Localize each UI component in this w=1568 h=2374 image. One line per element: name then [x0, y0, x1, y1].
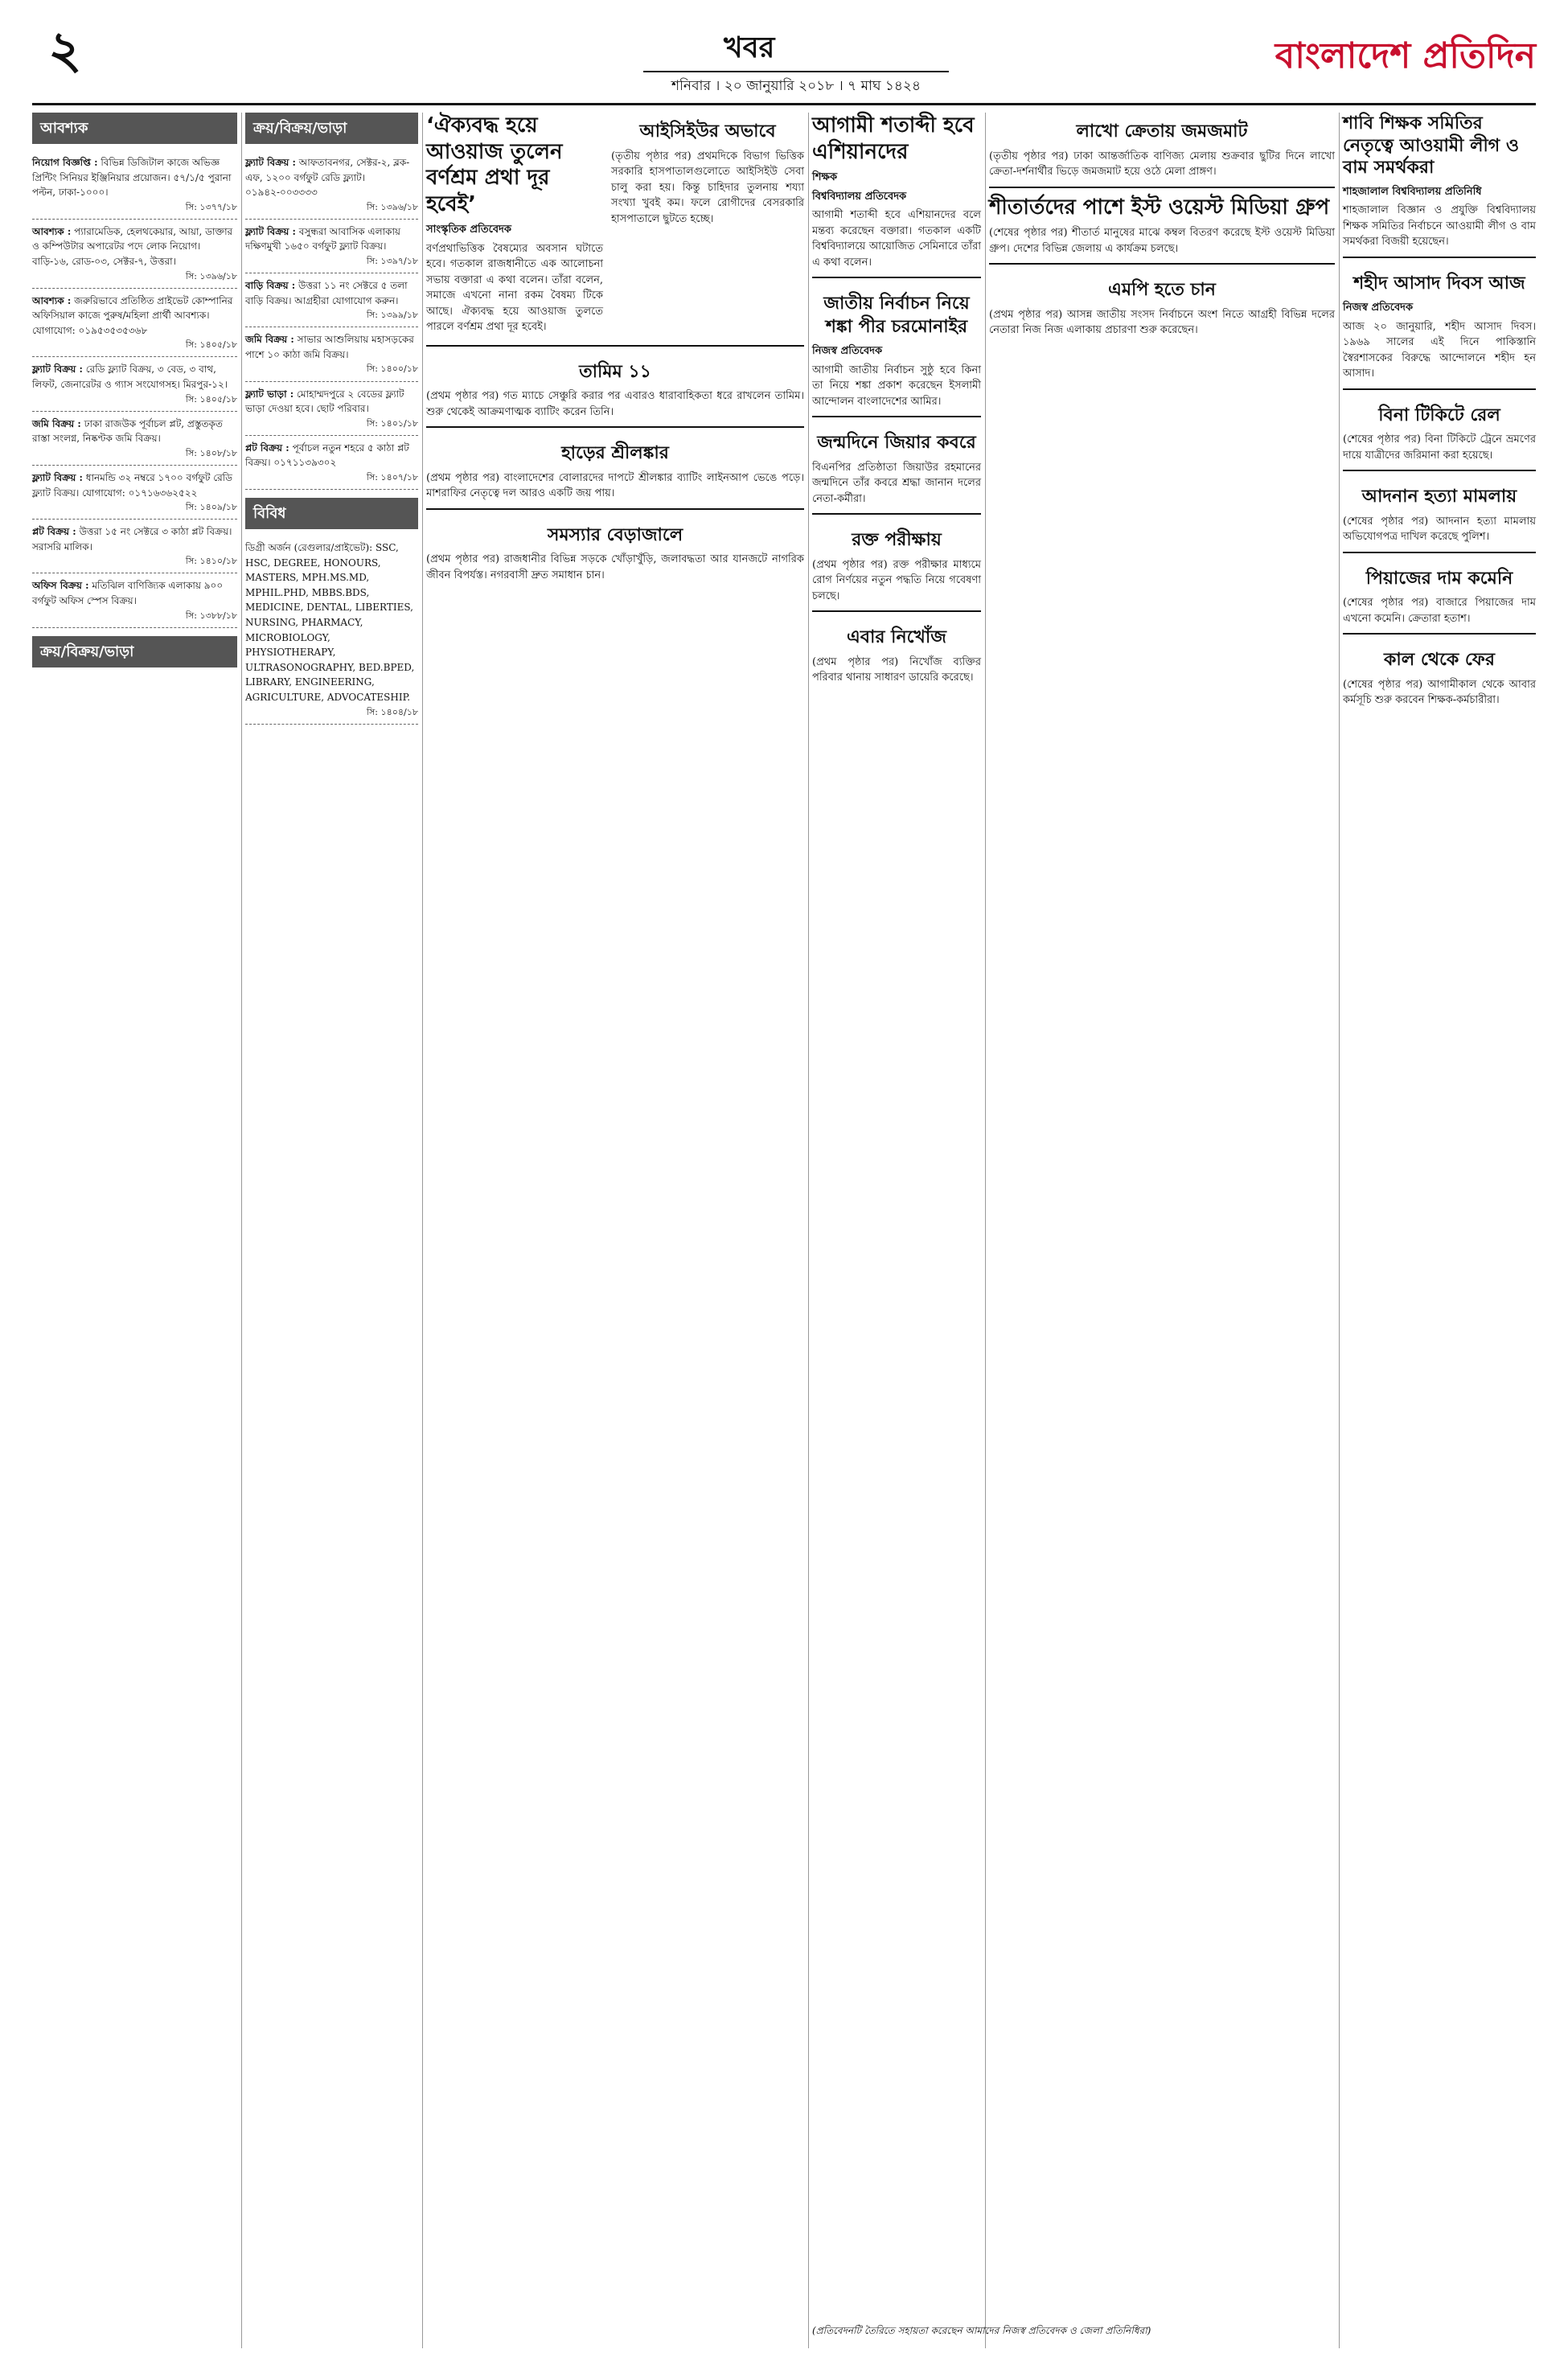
story-body: আগামী শতাব্দী হবে এশিয়ানদের বলে মন্তব্য করেছেন বক্তারা। গতকাল একটি বিশ্ববিদ্যালয়ে আয়োজিত সেমিনারে তাঁরা এ কথা বলেন। — [812, 209, 981, 269]
story-byline: নিজস্ব প্রতিবেদক — [812, 345, 883, 358]
classified-ad — [245, 327, 418, 381]
ad-code: সি: ১৪০৫/১৮ — [185, 339, 237, 351]
classified-ad — [32, 150, 237, 220]
story-headline: আইসিইউর অভাবে — [639, 121, 776, 142]
classified-ad — [32, 412, 237, 466]
ad-code: সি: ১৩৯৬/১৮ — [185, 270, 237, 281]
ad-code: সি: ১৪১০/১৮ — [185, 556, 237, 567]
column-divider — [241, 113, 242, 2348]
story-headline: তামিম ১১ — [579, 361, 651, 382]
classified-header-wanted: আবশ্যক — [32, 113, 237, 144]
misc-ad — [245, 536, 418, 725]
story-body: (প্রথম পৃষ্ঠার পর) রক্ত পরীক্ষার মাধ্যমে রোগ নির্ণয়ের নতুন পদ্ধতি নিয়ে গবেষণা চলছে। — [812, 558, 981, 602]
ad-title: ফ্ল্যাট বিক্রয় : — [245, 157, 296, 168]
ad-code: সি: ১৩৯৯/১৮ — [366, 310, 418, 321]
story-tamim — [426, 345, 804, 421]
story-headline: কাল থেকে ফের — [1384, 650, 1495, 671]
story-headline: শহীদ আসাদ দিবস আজ — [1353, 273, 1525, 294]
story-missing — [812, 610, 981, 686]
story-body: (শেষের পৃষ্ঠার পর) শীতার্ত মানুষের মাঝে কম্বল বিতরণ করেছে ইস্ট ওয়েস্ট মিডিয়া গ্রুপ। দেশের বিভিন্ন জেলায় এ কার্যক্রম চলছে। — [989, 227, 1335, 255]
ad-code: সি: ১৪০৭/১৮ — [366, 471, 418, 483]
classified-column-1 — [32, 113, 237, 2348]
story-body: (শেষের পৃষ্ঠার পর) আগামীকাল থেকে আবার কর্মসূচি শুরু করবেন শিক্ষক-কর্মচারীরা। — [1343, 678, 1536, 707]
news-column-right — [1343, 113, 1536, 712]
story-body: আজ ২০ জানুয়ারি, শহীদ আসাদ দিবস। ১৯৬৯ সালের এই দিনে পাকিস্তানি স্বৈরশাসকের বিরুদ্ধে আন্দোলনে শহীদ হন আসাদ। — [1343, 320, 1536, 380]
ad-code: সি: ১৩৯৭/১৮ — [366, 256, 418, 267]
classified-header-misc: বিবিধ — [245, 498, 418, 529]
classified-header-buy-sell-2: ক্রয়/বিক্রয়/ভাড়া — [245, 113, 418, 144]
story-byline: সাংস্কৃতিক প্রতিবেদক — [426, 224, 511, 236]
classified-ad — [32, 466, 237, 520]
ad-title: ফ্ল্যাট বিক্রয় : — [245, 225, 296, 237]
story-byline: নিজস্ব প্রতিবেদক — [1343, 302, 1414, 314]
story-from-tomorrow — [1343, 633, 1536, 709]
brand-logo: বাংলাদেশ প্রতিদিন — [1275, 35, 1536, 76]
dateline: শনিবার । ২০ জানুয়ারি ২০১৮ । ৭ মাঘ ১৪২৪ — [643, 71, 949, 98]
ad-text: মোহাম্মদপুরে ২ বেডের ফ্ল্যাট ভাড়া দেওয়া হবে। ছোট পরিবার। — [245, 388, 404, 415]
masthead-rule — [32, 103, 1536, 105]
story-headline: এবার নিখোঁজ — [847, 627, 946, 648]
ad-title: নিয়োগ বিজ্ঞপ্তি : — [32, 157, 98, 168]
ad-title: অফিস বিক্রয় : — [32, 580, 89, 592]
classified-ad — [245, 382, 418, 436]
ad-title: ফ্ল্যাট বিক্রয় : — [32, 363, 83, 376]
story-body: আগামী জাতীয় নির্বাচন সুষ্ঠু হবে কিনা তা নিয়ে শঙ্কা প্রকাশ করেছেন ইসলামী আন্দোলন বাংলাদেশের আমির। — [812, 363, 981, 408]
ad-title: জমি বিক্রয় : — [32, 417, 81, 429]
story-headline: জন্মদিনে জিয়ার কবরে — [817, 433, 976, 454]
story-srilanka — [426, 426, 804, 502]
classified-ad — [32, 573, 237, 627]
story-body: (শেষের পৃষ্ঠার পর) বিনা টিকিটে ট্রেনে ভ্রমণের দায়ে যাত্রীদের জরিমানা করা হয়েছে। — [1343, 433, 1536, 462]
story-body: (তৃতীয় পৃষ্ঠার পর) ঢাকা আন্তর্জাতিক বাণিজ্য মেলায় শুক্রবার ছুটির দিনে লাখো ক্রেতা-দর্শনার্থীর ভিড়ে জমজমাট হয়ে ওঠে মেলা প্রাঙ্গণ। — [989, 150, 1335, 179]
story-headline: সমস্যার বেড়াজালে — [547, 524, 683, 545]
column-divider — [422, 113, 423, 2348]
classified-ad — [245, 220, 418, 273]
story-headline: শীতার্তদের পাশে ইস্ট ওয়েস্ট মিডিয়া গ্রুপ — [989, 195, 1330, 220]
ad-code: সি: ১৪০৯/১৮ — [185, 502, 237, 513]
ad-text: বসুন্ধরা আবাসিক এলাকায় দক্ষিণমুখী ১৬৫০ বর্গফুট ফ্ল্যাট বিক্রয়। — [245, 225, 401, 253]
story-headline: বিনা টিকিটে রেল — [1378, 405, 1500, 425]
misc-ad-text: ডিগ্রী অর্জন (রেগুলার/প্রাইভেট): SSC, HSC, DEGREE, HONOURS, MASTERS, MPH.MS.MD, MPHIL.PHD, MBBS.BDS, MEDICINE, DENTAL, LIBERTIES, NURSING, PHARMACY, MICROBIOLOGY, PHYSIOTHERAPY, ULTRASONOGRAPHY, BED.BPED, LIBRARY, ENGINEERING, AGRICULTURE, ADVOCATESHIP. — [245, 542, 415, 703]
column-divider — [985, 113, 986, 2348]
column-divider — [808, 113, 809, 2348]
classified-ad — [245, 436, 418, 490]
story-headline: রক্ত পরীক্ষায় — [852, 530, 942, 551]
story-winter-relief — [989, 187, 1335, 257]
classified-ad — [245, 150, 418, 220]
classified-ad — [32, 220, 237, 289]
story-body: (প্রথম পৃষ্ঠার পর) রাজধানীর বিভিন্ন সড়কে খোঁড়াখুঁড়ি, জলাবদ্ধতা আর যানজটে নাগরিক জীবন বিপর্যস্ত। নগরবাসী দ্রুত সমাধান চান। — [426, 553, 804, 581]
story-body: (প্রথম পৃষ্ঠার পর) নিখোঁজ ব্যক্তির পরিবার থানায় সাধারণ ডায়েরি করেছে। — [812, 655, 981, 684]
ad-code: সি: ১৩৮৮/১৮ — [185, 610, 237, 621]
column-divider — [1339, 113, 1340, 2348]
news-column-1 — [426, 113, 804, 586]
story-asians — [812, 113, 981, 270]
ad-title: ফ্ল্যাট ভাড়া : — [245, 388, 294, 400]
news-column-2 — [812, 113, 981, 689]
story-election-fear — [812, 277, 981, 409]
story-headline: আদনান হত্যা মামলায় — [1361, 487, 1517, 507]
story-body: (শেষের পৃষ্ঠার পর) আদনান হত্যা মামলায় অভিযোগপত্র দাখিল করেছে পুলিশ। — [1343, 515, 1536, 544]
story-mp — [989, 263, 1335, 339]
classified-ad — [32, 520, 237, 573]
story-ticketless — [1343, 388, 1536, 464]
news-column-3 — [989, 113, 1335, 342]
ad-title: আবশ্যক : — [32, 225, 72, 237]
story-headline: ‘ঐক্যবদ্ধ হয়ে আওয়াজ তুলেন বর্ণশ্রম প্রথা দূর হবেই’ — [426, 113, 563, 216]
ad-code: সি: ১৪০৮/১৮ — [185, 447, 237, 458]
story-tag: শিক্ষক — [812, 171, 838, 183]
ad-code: সি: ১৩৯৬/১৮ — [366, 201, 418, 212]
story-body: (প্রথম পৃষ্ঠার পর) গত ম্যাচে সেঞ্চুরি করার পর এবারও ধারাবাহিকতা ধরে রাখলেন তামিম। শুরু থেকেই আক্রমণাত্মক ব্যাটিং করেন তিনি। — [426, 390, 804, 418]
classified-ad — [32, 289, 237, 358]
misc-ad-code: সি: ১৪০৪/১৮ — [366, 706, 418, 717]
classified-ad — [245, 273, 418, 327]
story-asad-day — [1343, 257, 1536, 382]
story-body: (তৃতীয় পৃষ্ঠার পর) প্রথমদিকে বিভাগ ভিত্তিক সরকারি হাসপাতালগুলোতে আইসিইউ সেবা চালু করা হয়। কিন্তু চাহিদার তুলনায় শয্যা সংখ্যা খুবই কম। ফলে রোগীদের বেসরকারি হাসপাতালে ছুটতে হচ্ছে। — [611, 150, 804, 225]
footer-note: (প্রতিবেদনটি তৈরিতে সহায়তা করেছেন আমাদের নিজস্ব প্রতিবেদক ও জেলা প্রতিনিধিরা) — [812, 2325, 1151, 2336]
ad-title: প্লট বিক্রয় : — [32, 526, 76, 538]
story-headline: জাতীয় নির্বাচন নিয়ে শঙ্কা পীর চরমোনাইর — [823, 294, 970, 337]
ad-text: বিভিন্ন ডিজিটাল কাজে অভিজ্ঞ প্রিন্টিং সিনিয়র ইঞ্জিনিয়ার প্রয়োজন। ৫৭/১/৫ পুরানা পল্টন, ঢাকা-১০০০। — [32, 157, 232, 199]
classified-header-buy-sell: ক্রয়/বিক্রয়/ভাড়া — [32, 636, 237, 667]
story-headline: এমপি হতে চান — [1108, 280, 1216, 301]
story-headline: লাখো ক্রেতায় জমজমাট — [1076, 121, 1248, 142]
ad-code: সি: ১৪০১/১৮ — [366, 417, 418, 429]
story-body: বিএনপির প্রতিষ্ঠাতা জিয়াউর রহমানের জন্মদিনে তাঁর কবরে শ্রদ্ধা জানান দলের নেতা-কর্মীরা। — [812, 461, 981, 505]
ad-text: প্যারামেডিক, হেলথকেয়ার, আয়া, ডাক্তার ও কম্পিউটার অপারেটর পদে লোক নিয়োগ। বাড়ি-১৬, রোড-০৩, সেক্টর-৭, উত্তরা। — [32, 225, 233, 268]
story-headline: হাড়ের শ্রীলঙ্কার — [561, 443, 669, 464]
masthead — [32, 20, 1536, 94]
ad-title: জমি বিক্রয় : — [245, 334, 294, 346]
ad-code: সি: ১৪০০/১৮ — [366, 363, 418, 375]
ad-text: সাভার আশুলিয়ায় মহাসড়কের পাশে ১০ কাঠা জমি বিক্রয়। — [245, 334, 414, 360]
story-headline: শাবি শিক্ষক সমিতির নেতৃত্বে আওয়ামী লীগ ও বাম সমর্থকরা — [1343, 113, 1520, 178]
ad-code: সি: ১৪০৫/১৮ — [185, 393, 237, 405]
ad-text: ধানমন্ডি ৩২ নম্বরে ১৭০০ বর্গফুট রেডি ফ্ল্যাট বিক্রয়। যোগাযোগ: ০১৭১৬৩৬২৫২২ — [32, 471, 232, 499]
ad-text: জরুরিভাবে প্রতিষ্ঠিত প্রাইভেট কোম্পানির অফিসিয়াল কাজে পুরুষ/মহিলা প্রার্থী আবশ্যক। যোগাযোগ: ০১৯৫৩৫৩৫৩৬৮ — [32, 294, 233, 336]
story-body: শাহজালাল বিজ্ঞান ও প্রযুক্তি বিশ্ববিদ্যালয় শিক্ষক সমিতির নির্বাচনে আওয়ামী লীগ ও বাম সমর্থকরা বিজয়ী হয়েছেন। — [1343, 204, 1536, 248]
story-body: (প্রথম পৃষ্ঠার পর) বাংলাদেশের বোলারদের দাপটে শ্রীলঙ্কার ব্যাটিং লাইনআপ ভেঙে পড়ে। মাশরাফির নেতৃত্বে দল আরও একটি জয় পায়। — [426, 471, 804, 500]
ad-code: সি: ১৩৭৭/১৮ — [185, 201, 237, 212]
story-adnan — [1343, 470, 1536, 545]
ad-text: উত্তরা ১৫ নং সেক্টরে ৩ কাঠা প্লট বিক্রয়। সরাসরি মালিক। — [32, 526, 232, 552]
ad-text: উত্তরা ১১ নং সেক্টরে ৫ তলা বাড়ি বিক্রয়। আগ্রহীরা যোগাযোগ করুন। — [245, 280, 408, 306]
story-onion — [1343, 552, 1536, 627]
classified-column-2 — [245, 113, 418, 2348]
ad-text: পূর্বাচল নতুন শহরে ৫ কাঠা প্লট বিক্রয়। ০১৭১১৩৯৩০২ — [245, 442, 409, 469]
story-body: (প্রথম পৃষ্ঠার পর) আসন্ন জাতীয় সংসদ নির্বাচনে অংশ নিতে আগ্রহী বিভিন্ন দলের নেতারা নিজ নিজ এলাকায় প্রচারণা শুরু করেছেন। — [989, 308, 1335, 337]
ad-title: ফ্ল্যাট বিক্রয় : — [32, 471, 83, 483]
story-body: (শেষের পৃষ্ঠার পর) বাজারে পিয়াজের দাম এখনো কমেনি। ক্রেতারা হতাশ। — [1343, 597, 1536, 625]
classified-ad — [32, 357, 237, 411]
ad-text: ঢাকা রাজউক পূর্বাচল প্লট, প্রস্তুতকৃত রাস্তা সংলগ্ন, নিষ্কণ্টক জমি বিক্রয়। — [32, 417, 223, 445]
ad-title: আবশ্যক : — [32, 294, 72, 306]
ad-text: রেডি ফ্ল্যাট বিক্রয়, ৩ বেড, ৩ বাথ, লিফট, জেনারেটর ও গ্যাস সংযোগসহ। মিরপুর-১২। — [32, 363, 228, 391]
story-headline: পিয়াজের দাম কমেনি — [1365, 568, 1513, 589]
page-number: ২ — [48, 20, 82, 80]
story-body: বর্ণপ্রথাভিত্তিক বৈষম্যের অবসান ঘটাতে হবে। গতকাল রাজধানীতে এক আলোচনা সভায় বক্তারা এ কথা বলেন। তাঁরা বলেন, সমাজে এখনো নানা রকম বৈষম্য টিকে আছে। ঐক্যবদ্ধ হয়ে আওয়াজ তুলতে পারলে বর্ণশ্রম প্রথা দূর হবেই। — [426, 242, 603, 333]
story-problems — [426, 508, 804, 584]
story-varna — [426, 113, 603, 339]
ad-title: প্লট বিক্রয় : — [245, 442, 289, 454]
story-byline: বিশ্ববিদ্যালয় প্রতিবেদক — [812, 190, 907, 203]
ad-text: মতিঝিল বাণিজ্যিক এলাকায় ৯০০ বর্গফুট অফিস স্পেস বিক্রয়। — [32, 580, 224, 607]
ad-text: আফতাবনগর, সেক্টর-২, ব্লক-এফ, ১২০০ বর্গফুট রেডি ফ্ল্যাট। ০১৯৪২-০০৩৩৩৩ — [245, 157, 410, 199]
story-byline: শাহজালাল বিশ্ববিদ্যালয় প্রতিনিধি — [1343, 185, 1482, 198]
story-headline: আগামী শতাব্দী হবে এশিয়ানদের — [812, 113, 975, 164]
story-zia-grave — [812, 416, 981, 507]
story-trade-fair — [989, 121, 1335, 180]
section-title: খবর — [724, 31, 775, 64]
story-blood-test — [812, 513, 981, 604]
ad-title: বাড়ি বিক্রয় : — [245, 280, 296, 292]
story-sust — [1343, 113, 1536, 250]
